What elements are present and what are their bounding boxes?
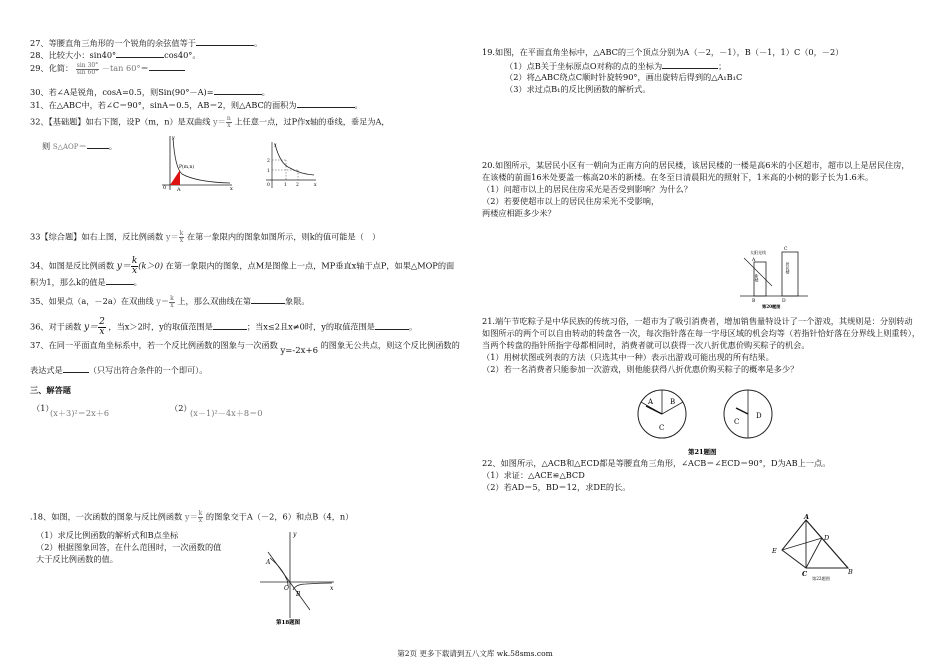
segment-AB: [806, 520, 848, 568]
label-sun: 太阳光线: [750, 250, 766, 255]
fraction: $\frac{k}{x}$: [131, 256, 138, 276]
question-31: 31、在△ABC中，若∠C＝90°，sinA＝0.5，AB＝2，则△ABC的面积为 。: [30, 100, 363, 110]
answer-blank: [116, 49, 164, 58]
answer-blank: [106, 276, 134, 285]
shaded-triangle: [170, 170, 180, 185]
question-37: 37、在同一平面直角坐标系中，若一个反比例函数的图象与一次函数 y=-2x+6 的图象无公共点，则这个反比例函数的: [30, 340, 460, 356]
label-P: P(m,n): [179, 165, 195, 170]
label-A: A: [752, 258, 756, 263]
question-22: 22、如图所示，△ACB和△ECD都是等腰直角三角形，∠ACB＝∠ECD＝90°，D为AB上一点。: [482, 458, 831, 468]
label-new-building: 新楼: [754, 274, 760, 282]
label-C: C: [802, 570, 808, 578]
linear-function: [268, 552, 310, 610]
figure-caption: 第22题图: [812, 576, 830, 581]
answer-blank: [662, 60, 718, 69]
question-28: 28、比较大小：sin40° cos40°。: [30, 50, 201, 60]
question-22-part2: （2）若AD＝5，BD＝12，求DE的长。: [482, 482, 631, 492]
answer-blank: [149, 62, 185, 71]
answer-blank: [213, 321, 247, 330]
solve-2: （2）: [170, 403, 192, 413]
fraction: $\frac{k}{x}$: [198, 510, 203, 524]
fraction: $\frac{n}{x}$: [226, 115, 231, 129]
answer-blank: [214, 86, 262, 95]
fraction: $\frac{k}{x}$: [170, 294, 174, 309]
label-D: D: [824, 534, 830, 542]
label-1: 1: [284, 183, 287, 188]
question-34-cont: 积为1，那么k的值是 。: [30, 277, 142, 287]
label-A: A: [266, 559, 271, 566]
question-34: 34、如图是反比例函数 y＝ $\frac{k}{x}$ (k＞0) 在第一象限内的图象，点M是图像上一点，MP垂直x轴于点P，如果△MOP的面: [30, 256, 455, 276]
label-D: D: [782, 299, 786, 304]
triangle-outline: [782, 520, 848, 568]
question-36: 36、对于函数 y＝ $\frac{2}{x}$ ，当x＞2时，y的取值范围是 ；当x≤2且x≠0时，y的取值范围是 。: [30, 317, 418, 337]
label-C: C: [659, 424, 665, 432]
label-B: B: [848, 568, 853, 576]
label-A: A: [177, 187, 181, 192]
question-32-answer: 则 S△AOP＝ 。: [42, 141, 117, 151]
question-20: 20.如图所示，某居民小区有一朝向为正南方向的居民楼，该居民楼的一楼是高6米的小区超市，超市以上是居民住房，: [482, 160, 910, 170]
segment-AE: [782, 520, 806, 550]
segment-ED: [782, 538, 822, 550]
label-y1: 1: [267, 169, 270, 174]
spinner-2: [724, 390, 772, 438]
answer-blank: [251, 295, 285, 304]
question-27: 27、等腰直角三角形的一个锐角的余弦值等于 。: [30, 38, 263, 48]
question-33: 33【综合题】如右上图，反比例函数 y＝ $\frac{k}{x}$ 在第一象限内的图象如图所示，则k的值可能是（ ）: [30, 230, 381, 244]
label-C: C: [784, 247, 788, 252]
question-21-line3: 当两个转盘的指针所指字母都相同时，消费者就可以获得一次八折优惠价购买粽子的机会。: [482, 340, 810, 350]
figure-caption: 第20题图: [762, 304, 781, 309]
question-20-part2: （2）若要使超市以上的居民住房采光不受影响，: [482, 196, 660, 206]
question-19: 19.如图，在平面直角坐标中，△ABC的三个顶点分别为A（－2，－1），B（－1，1）C（0，－2）: [482, 47, 844, 57]
question-20-part1: （1）问超市以上的居民住房采光是否受到影响？为什么？: [482, 184, 692, 194]
label-x: x: [230, 186, 233, 192]
question-30: 30、若∠A是锐角，cosA=0.5，则Sin(90°－A)= 。: [30, 87, 270, 97]
figure-18: [258, 528, 338, 626]
fraction: $\frac{\sin 30^\circ}{\sin 60^\circ}$: [76, 61, 99, 76]
question-20-part3: 两楼应相距多少米？: [482, 208, 556, 218]
label-A: A: [648, 398, 654, 406]
answer-blank: [297, 99, 355, 108]
label-C: C: [734, 418, 740, 426]
question-21-part2: （2）若一名消费者只能参加一次游戏，则他能获得八折优惠价购买粽子的概率是多少？: [482, 364, 799, 374]
solve-1: （1）: [32, 403, 54, 413]
question-37-cont: 表达式是 （只写出符合条件的一个即可）。: [30, 365, 208, 375]
label-B: B: [752, 299, 756, 304]
section-heading: 三、解答题: [30, 385, 71, 395]
label-y: y: [274, 143, 277, 148]
question-18-part2: （2）根据图象回答，在什么范围时，一次函数的值: [36, 542, 222, 552]
question-19-part2: （2）将△ABC绕点C顺时针旋转90°，画出旋转后得到的△A₁B₁C: [505, 72, 743, 82]
answer-blank: [63, 364, 89, 373]
question-35: 35、如果点（a，－2a）在双曲线 y＝ $\frac{k}{x}$ 上，那么双曲线在第 象限。: [30, 294, 310, 309]
figure-21-spinners: [632, 386, 792, 458]
label-B: B: [296, 591, 301, 598]
label-residential: 居民楼: [785, 262, 791, 274]
page-footer: 第2页 更多下载请到五八文库 wk.58sms.com: [397, 649, 553, 658]
label-y: y: [172, 135, 175, 141]
question-19-part3: （3）求过点B₁的反比例函数的解析式。: [505, 84, 651, 94]
label-O: O: [284, 585, 289, 592]
question-21-line2: 如图所示的两个可以自由转动的转盘各一次，每次指针落在每一字母区域的机会均等（若指针恰好落在分界线上则重转），: [482, 328, 921, 338]
figure-22: [768, 512, 858, 582]
question-22-part1: （1）求证：△ACE≌△BCD: [482, 470, 585, 480]
solve-1-equation: (x＋3)²＝2x＋6: [50, 408, 110, 418]
residential-building: [782, 252, 798, 296]
label-D: D: [756, 412, 762, 420]
question-29: 29、化简： $\frac{\sin 30^\circ}{\sin 60^\circ}$ －tan 60°＝: [30, 62, 185, 76]
question-19-part1: （1）点B关于坐标原点O对称的点的坐标为 ；: [505, 61, 727, 71]
solve-2-equation: (x－1)²－4x＋8＝0: [190, 408, 263, 418]
question-18-part1: （1）求反比例函数的解析式和B点坐标: [36, 530, 179, 540]
fraction: $\frac{k}{x}$: [179, 230, 184, 244]
pointer: [736, 408, 748, 414]
figure-caption: 第18题图: [276, 620, 301, 626]
label-O: 0: [267, 183, 270, 188]
label-y2: 2: [267, 159, 270, 164]
question-18-part3: 大于反比例函数的值。: [36, 554, 118, 564]
question-18: .18、如图，一次函数的图象与反比例函数 y＝ $\frac{k}{x}$ 的图象交于A（－2，6）和点B（4，n）: [30, 510, 354, 524]
figure-33-hyperbola: [262, 140, 318, 190]
hyperbola-curve: [275, 144, 314, 175]
label-2: 2: [296, 183, 299, 188]
label-x: x: [314, 183, 317, 188]
answer-blank: [87, 140, 109, 149]
question-32: 32、【基础题】如右下图，设P（m，n）是双曲线 y＝ $\frac{n}{x}$ 上任意一点，过P作x轴的垂线，垂足为A，: [30, 115, 390, 129]
spinner-1: [638, 390, 686, 438]
answer-blank: [196, 37, 254, 46]
label-y: y: [293, 531, 297, 538]
label-B: B: [670, 398, 676, 406]
label-x: x: [330, 585, 334, 592]
hyperbola-branch: [293, 583, 332, 590]
question-21: 21.端午节吃粽子是中华民族的传统习俗，一超市为了吸引消费者，增加销售量特设计了一个游戏，其规则是：分别转动: [482, 316, 913, 326]
label-A: A: [804, 513, 810, 521]
question-20-line2: 在该楼的前面16米处要盖一栋高20米的新楼。在冬至日清晨阳光的照射下，1米高的小树的影子长为1.6米。: [482, 172, 874, 182]
label-O: 0: [163, 185, 167, 191]
pointer: [646, 406, 662, 414]
label-E: E: [772, 547, 777, 555]
question-21-part1: （1）用树状图或列表的方法（只选其中一种）表示出游戏可能出现的所有结果。: [482, 352, 774, 362]
figure-caption: 第21题图: [688, 448, 717, 456]
fraction: $\frac{2}{x}$: [99, 317, 105, 337]
figure-20: [738, 244, 810, 310]
figure-32-hyperbola: [152, 132, 236, 192]
answer-blank: [375, 321, 409, 330]
hyperbola-curve: [173, 138, 230, 183]
